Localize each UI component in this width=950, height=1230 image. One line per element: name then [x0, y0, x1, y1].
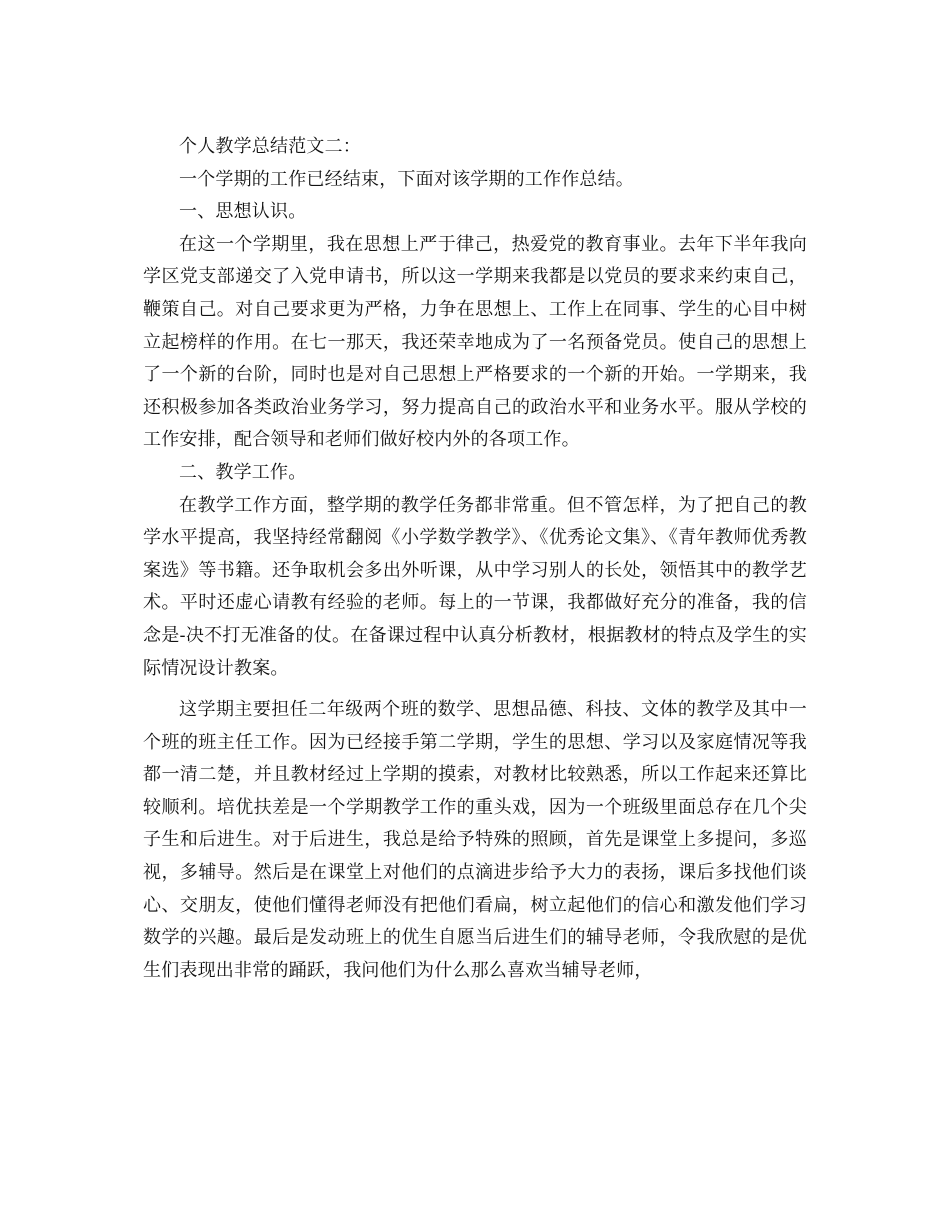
- class-work-paragraph: 这学期主要担任二年级两个班的数学、思想品德、科技、文体的教学及其中一个班的班主任工作。因为已经接手第二学期，学生的思想、学习以及家庭情况等我都一清二楚，并且教材经过上学期的摸索，对教材比较熟悉，所以工作起来还算比较顺利。培优扶差是一个学期教学工作的重头戏，因为一个班级里面总存在几个尖子生和后进生。对于后进生，我总是给予特殊的照顾，首先是课堂上多提问，多巡视，多辅导。然后是在课堂上对他们的点滴进步给予大力的表扬，课后多找他们谈心、交朋友，使他们懂得老师没有把他们看扁，树立起他们的信心和激发他们学习数学的兴趣。最后是发动班上的优生自愿当后进生们的辅导老师，令我欣慰的是优生们表现出非常的踊跃，我问他们为什么那么喜欢当辅导老师，: [143, 699, 807, 981]
- teaching-paragraph: 在教学工作方面，整学期的教学任务都非常重。但不管怎样，为了把自己的教学水平提高，我坚持经常翻阅《小学数学教学》、《优秀论文集》、《青年教师优秀教案选》等书籍。还争取机会多出外听课，从中学习别人的长处，领悟其中的教学艺术。平时还虚心请教有经验的老师。每上的一节课，我都做好充分的准备，我的信念是-决不打无准备的仗。在备课过程中认真分析教材，根据教材的特点及学生的实际情况设计教案。: [143, 494, 807, 679]
- section-heading-teaching: 二、教学工作。: [179, 461, 307, 483]
- thought-paragraph: 在这一个学期里，我在思想上严于律己，热爱党的教育事业。去年下半年我向学区党支部递交了入党申请书，所以这一学期来我都是以党员的要求来约束自己，鞭策自己。对自己要求更为严格，力争在思想上、工作上在同事、学生的心目中树立起榜样的作用。在七一那天，我还荣幸地成为了一名预备党员。使自己的思想上了一个新的台阶，同时也是对自己思想上严格要求的一个新的开始。一学期来，我还积极参加各类政治业务学习，努力提高自己的政治水平和业务水平。服从学校的工作安排，配合领导和老师们做好校内外的各项工作。: [143, 233, 807, 451]
- intro-paragraph: 一个学期的工作已经结束，下面对该学期的工作作总结。: [179, 168, 634, 190]
- document-title: 个人教学总结范文二：: [179, 136, 361, 157]
- section-heading-thought: 一、思想认识。: [179, 201, 307, 223]
- document-body: [143, 131, 807, 987]
